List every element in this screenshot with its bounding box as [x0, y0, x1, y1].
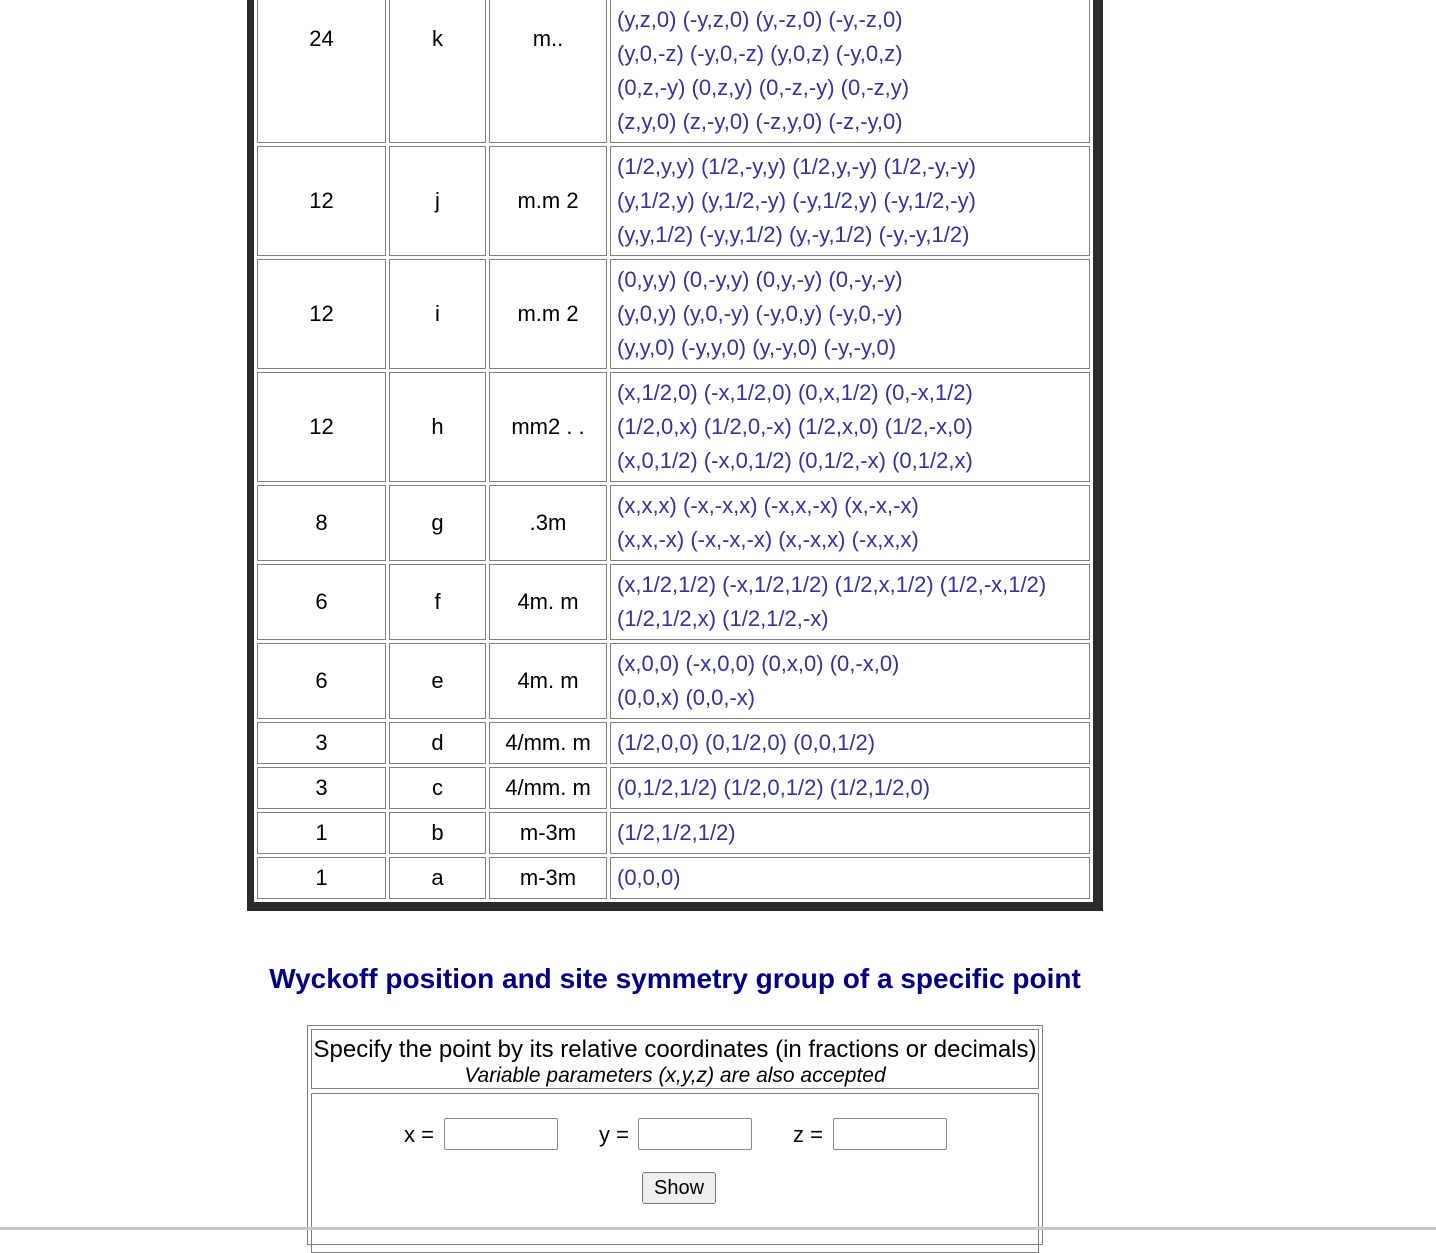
coordinate-line: (1/2,0,0) (0,1/2,0) (0,0,1/2)	[617, 730, 876, 755]
site-symmetry-cell: m-3m	[489, 857, 607, 899]
wyckoff-row	[257, 259, 1090, 369]
wyckoff-letter-cell: k	[389, 0, 486, 143]
coordinate-line: (0,y,y) (0,-y,y) (0,y,-y) (0,-y,-y)	[617, 267, 903, 292]
coordinates-cell	[610, 259, 1090, 369]
multiplicity-cell: 1	[257, 812, 386, 854]
multiplicity-cell: 6	[257, 564, 386, 640]
wyckoff-letter-cell: h	[389, 372, 486, 482]
coordinate-line: (1/2,y,y) (1/2,-y,y) (1/2,y,-y) (1/2,-y,-y)	[617, 154, 976, 179]
coordinate-line: (x,1/2,0) (-x,1/2,0) (0,x,1/2) (0,-x,1/2)	[617, 380, 973, 405]
wyckoff-letter-cell: j	[389, 146, 486, 256]
instruction-box	[311, 1029, 1039, 1089]
point-form	[307, 1025, 1043, 1245]
coordinates-cell	[610, 146, 1090, 256]
site-symmetry-cell: 4/mm. m	[489, 722, 607, 764]
coordinate-line: (x,1/2,1/2) (-x,1/2,1/2) (1/2,x,1/2) (1/2,-x,1/2)	[617, 572, 1047, 597]
multiplicity-cell: 3	[257, 722, 386, 764]
wyckoff-row	[257, 767, 1090, 809]
site-symmetry-cell: m..	[489, 0, 607, 143]
coordinate-line: (y,z,0) (-y,z,0) (y,-z,0) (-y,-z,0)	[617, 7, 903, 32]
coordinate-line: (0,1/2,1/2) (1/2,0,1/2) (1/2,1/2,0)	[617, 775, 931, 800]
coordinate-line: (y,y,0) (-y,y,0) (y,-y,0) (-y,-y,0)	[617, 335, 897, 360]
point-section-title: Wyckoff position and site symmetry group of a specific point	[269, 963, 1081, 994]
coordinate-line: (y,1/2,y) (y,1/2,-y) (-y,1/2,y) (-y,1/2,-y)	[617, 188, 976, 213]
site-symmetry-cell: mm2 . .	[489, 372, 607, 482]
instruction-note: Variable parameters (x,y,z) are also accepted	[464, 1064, 886, 1087]
coordinate-line: (y,0,-z) (-y,0,-z) (y,0,z) (-y,0,z)	[617, 41, 903, 66]
multiplicity-cell: 24	[257, 0, 386, 143]
multiplicity-cell: 12	[257, 372, 386, 482]
coordinate-line: (x,0,0) (-x,0,0) (0,x,0) (0,-x,0)	[617, 651, 900, 676]
wyckoff-letter-cell: c	[389, 767, 486, 809]
z-label: z =	[793, 1122, 823, 1147]
wyckoff-row	[257, 857, 1090, 899]
y-label: y =	[599, 1122, 629, 1147]
wyckoff-letter-cell: a	[389, 857, 486, 899]
coordinates-cell	[610, 372, 1090, 482]
wyckoff-row	[257, 485, 1090, 561]
coordinate-line: (z,y,0) (z,-y,0) (-z,y,0) (-z,-y,0)	[617, 109, 903, 134]
wyckoff-positions-table	[254, 0, 1093, 902]
wyckoff-letter-cell: d	[389, 722, 486, 764]
coordinate-line: (y,0,y) (y,0,-y) (-y,0,y) (-y,0,-y)	[617, 301, 903, 326]
wyckoff-row	[257, 0, 1090, 143]
coordinates-cell	[610, 857, 1090, 899]
multiplicity-cell: 3	[257, 767, 386, 809]
y-input[interactable]	[638, 1118, 752, 1150]
wyckoff-row	[257, 372, 1090, 482]
wyckoff-row	[257, 643, 1090, 719]
wyckoff-row	[257, 146, 1090, 256]
site-symmetry-cell: m.m 2	[489, 259, 607, 369]
wyckoff-row	[257, 812, 1090, 854]
x-input[interactable]	[444, 1118, 558, 1150]
multiplicity-cell: 1	[257, 857, 386, 899]
instruction-text: Specify the point by its relative coordinates (in fractions or decimals)	[313, 1036, 1037, 1063]
coordinates-cell	[610, 722, 1090, 764]
coordinate-line: (x,x,-x) (-x,-x,-x) (x,-x,x) (-x,x,x)	[617, 527, 919, 552]
coordinate-line: (x,x,x) (-x,-x,x) (-x,x,-x) (x,-x,-x)	[617, 493, 919, 518]
multiplicity-cell: 12	[257, 146, 386, 256]
coordinate-line: (y,y,1/2) (-y,y,1/2) (y,-y,1/2) (-y,-y,1/2)	[617, 222, 970, 247]
wyckoff-letter-cell: e	[389, 643, 486, 719]
coordinate-line: (0,0,0)	[617, 865, 681, 890]
site-symmetry-cell: 4m. m	[489, 564, 607, 640]
coordinates-cell	[610, 564, 1090, 640]
coordinates-cell	[610, 643, 1090, 719]
wyckoff-table-frame	[247, 0, 1103, 911]
coordinate-line: (0,z,-y) (0,z,y) (0,-z,-y) (0,-z,y)	[617, 75, 910, 100]
show-button[interactable]: Show	[642, 1172, 716, 1204]
site-symmetry-cell: m.m 2	[489, 146, 607, 256]
coordinate-line: (1/2,0,x) (1/2,0,-x) (1/2,x,0) (1/2,-x,0)	[617, 414, 973, 439]
x-label: x =	[404, 1122, 434, 1147]
coordinates-cell	[610, 485, 1090, 561]
wyckoff-row	[257, 722, 1090, 764]
coordinates-cell	[610, 767, 1090, 809]
site-symmetry-cell: m-3m	[489, 812, 607, 854]
coordinate-line: (1/2,1/2,1/2)	[617, 820, 736, 845]
site-symmetry-cell: .3m	[489, 485, 607, 561]
wyckoff-letter-cell: f	[389, 564, 486, 640]
multiplicity-cell: 6	[257, 643, 386, 719]
multiplicity-cell: 12	[257, 259, 386, 369]
coordinates-cell	[610, 0, 1090, 143]
multiplicity-cell: 8	[257, 485, 386, 561]
coordinate-line: (x,0,1/2) (-x,0,1/2) (0,1/2,-x) (0,1/2,x)	[617, 448, 973, 473]
wyckoff-letter-cell: g	[389, 485, 486, 561]
site-symmetry-cell: 4/mm. m	[489, 767, 607, 809]
wyckoff-letter-cell: i	[389, 259, 486, 369]
coordinates-cell	[610, 812, 1090, 854]
coordinate-line: (0,0,x) (0,0,-x)	[617, 685, 756, 710]
wyckoff-row	[257, 564, 1090, 640]
wyckoff-letter-cell: b	[389, 812, 486, 854]
site-symmetry-cell: 4m. m	[489, 643, 607, 719]
z-input[interactable]	[833, 1118, 947, 1150]
coordinate-line: (1/2,1/2,x) (1/2,1/2,-x)	[617, 606, 829, 631]
